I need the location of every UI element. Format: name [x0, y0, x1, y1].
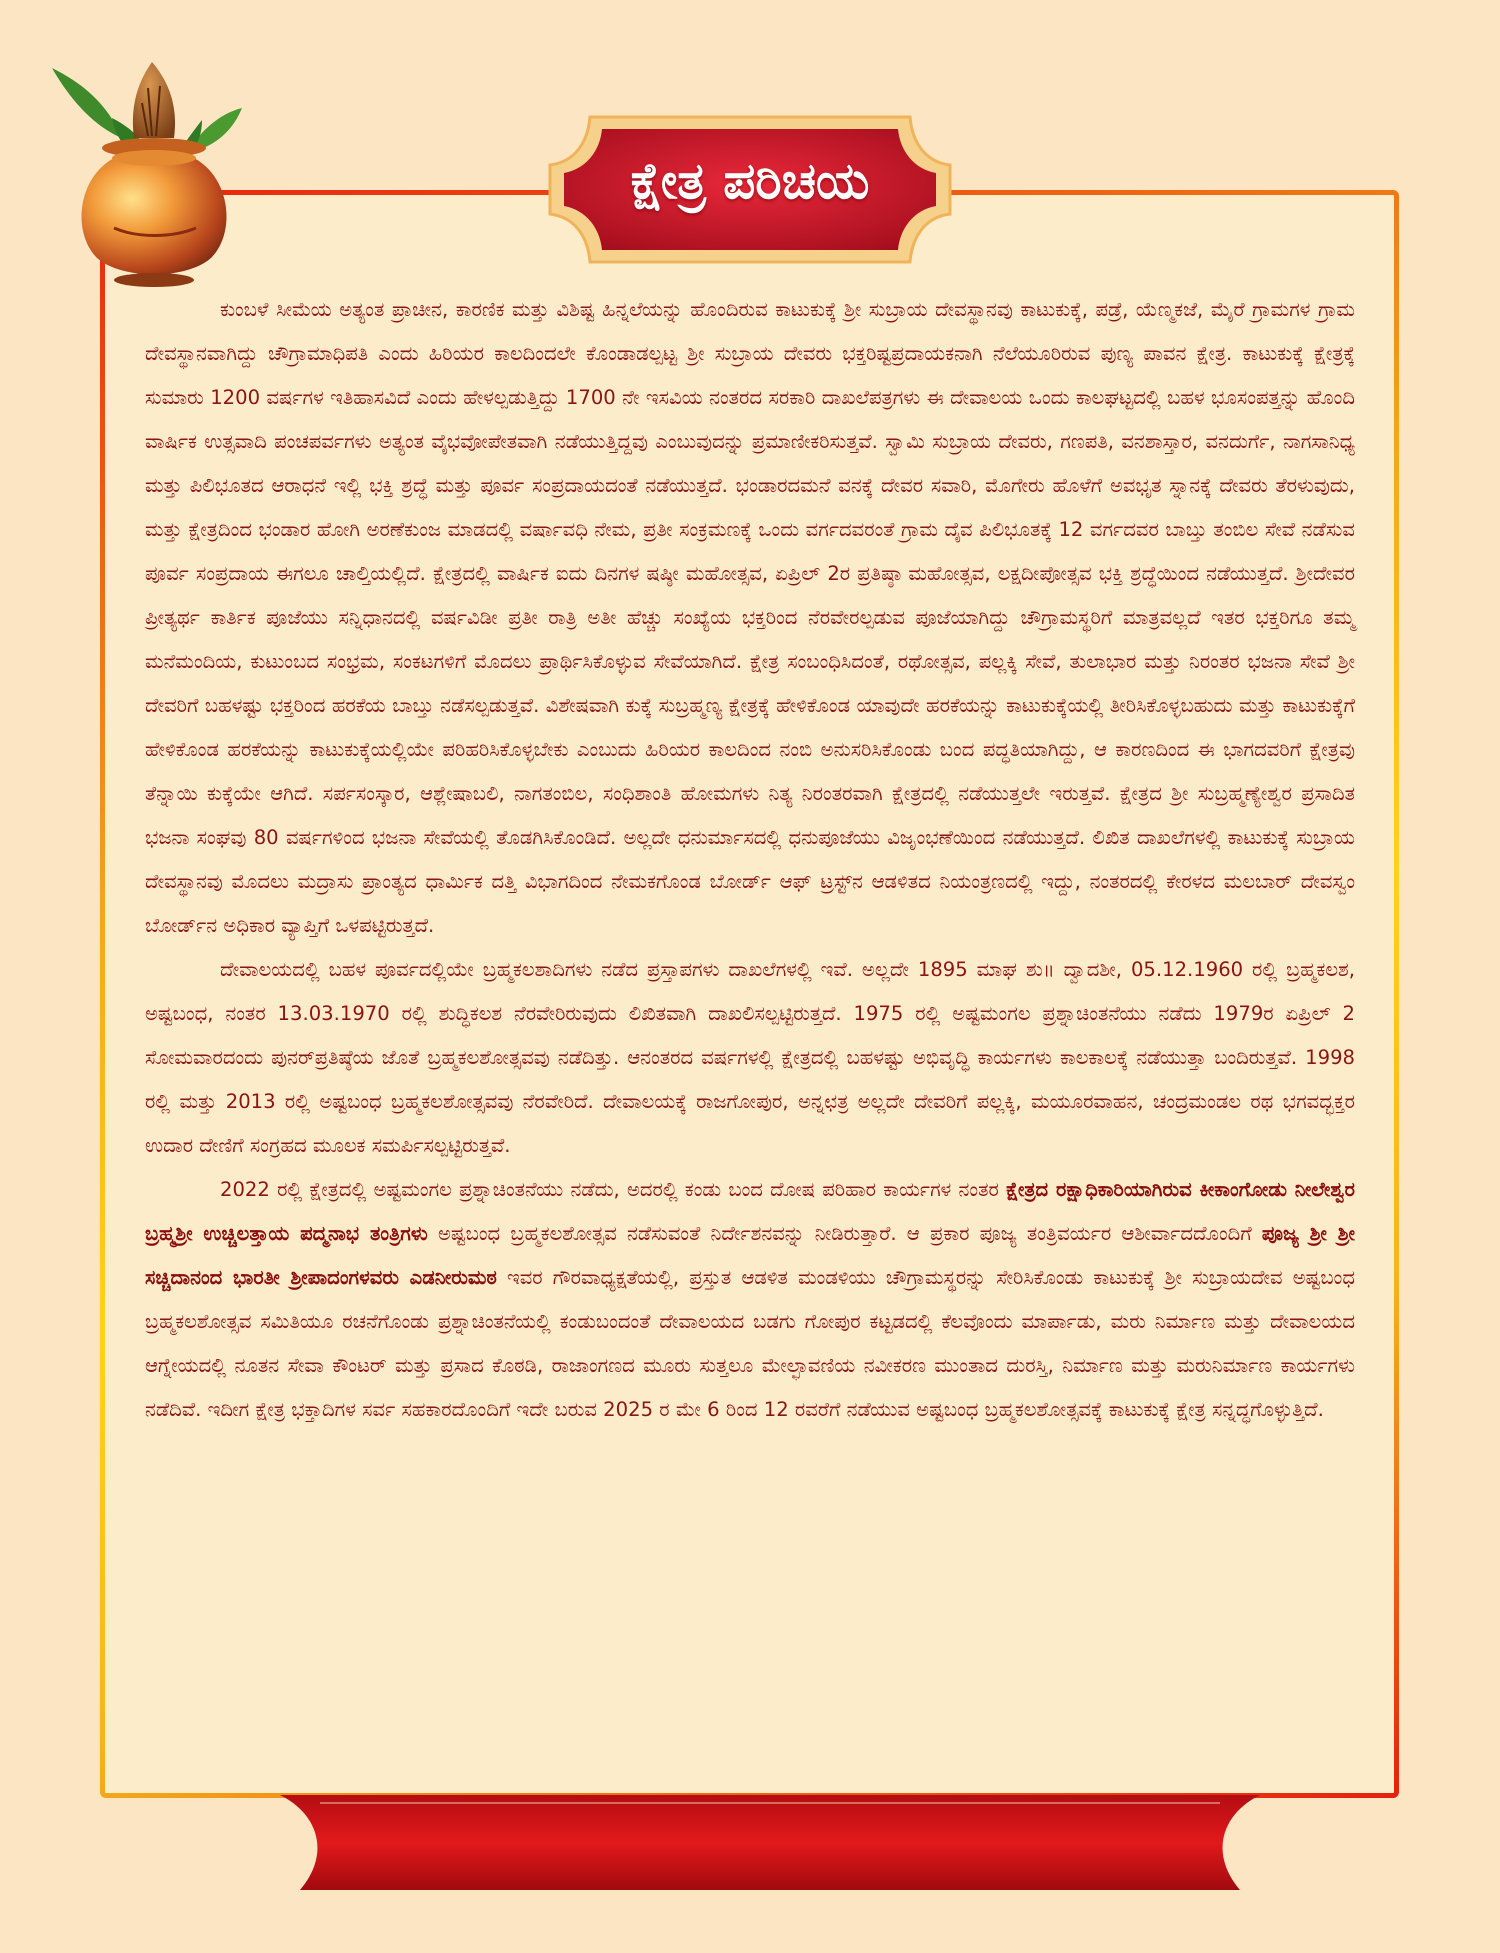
paragraph-history: ಕುಂಬಳೆ ಸೀಮೆಯ ಅತ್ಯಂತ ಪ್ರಾಚೀನ, ಕಾರಣಿಕ ಮತ್ತು ವಿಶಿಷ್ಟ ಹಿನ್ನಲೆಯನ್ನು ಹೊಂದಿರುವ ಕಾಟುಕುಕ್ಕೆ ಶ್ರೀ ಸುಬ್ರಾಯ ದೇವಸ್ಥಾನವು ಕಾಟುಕುಕ್ಕೆ, ಪಡ್ರೆ, ಯೆಣ್ಮಕಜೆ, ಮೈರೆ ಗ್ರಾಮಗಳ ಗ್ರಾಮ ದೇವಸ್ಥಾನವಾಗಿದ್ದು ಚೌಗ್ರಾಮಾಧಿಪತಿ ಎಂದು ಹಿರಿಯರ ಕಾಲದಿಂದಲೇ ಕೊಂಡಾಡಲ್ಪಟ್ಟ ಶ್ರೀ ಸುಬ್ರಾಯ ದೇವರು ಭಕ್ತರಿಷ್ಟಪ್ರದಾಯಕನಾಗಿ ನೆಲೆಯೂರಿರುವ ಪುಣ್ಯ ಪಾವನ ಕ್ಷೇತ್ರ. ಕಾಟುಕುಕ್ಕೆ ಕ್ಷೇತ್ರಕ್ಕೆ ಸುಮಾರು 1200 ವರ್ಷಗಳ ಇತಿಹಾಸವಿದೆ ಎಂದು ಹೇಳಲ್ಪಡುತ್ತಿದ್ದು 1700 ನೇ ಇಸವಿಯ ನಂತರದ ಸರಕಾರಿ ದಾಖಲೆಪತ್ರಗಳು ಈ ದೇವಾಲಯ ಒಂದು ಕಾಲಘಟ್ಟದಲ್ಲಿ ಬಹಳ ಭೂಸಂಪತ್ತನ್ನು ಹೊಂದಿ ವಾರ್ಷಿಕ ಉತ್ಸವಾದಿ ಪಂಚಪರ್ವಗಳು ಅತ್ಯಂತ ವೈಭವೋಪೇತವಾಗಿ ನಡೆಯುತ್ತಿದ್ದವು ಎಂಬುವುದನ್ನು ಪ್ರಮಾಣೀಕರಿಸುತ್ತವೆ. ಸ್ವಾಮಿ ಸುಬ್ರಾಯ ದೇವರು, ಗಣಪತಿ, ವನಶಾಸ್ತಾರ, ವನದುರ್ಗೆ, ನಾಗಸಾನಿಧ್ಯ ಮತ್ತು ಪಿಲಿಭೂತದ ಆರಾಧನೆ ಇಲ್ಲಿ ಭಕ್ತಿ ಶ್ರದ್ಧೆ ಮತ್ತು ಪೂರ್ವ ಸಂಪ್ರದಾಯದಂತೆ ನಡೆಯುತ್ತದೆ. ಭಂಡಾರದಮನೆ ವನಕ್ಕೆ ದೇವರ ಸವಾರಿ, ಮೊಗೇರು ಹೊಳೆಗೆ ಅವಭೃತ ಸ್ನಾನಕ್ಕೆ ದೇವರು ತೆರಳುವುದು, ಮತ್ತು ಕ್ಷೇತ್ರದಿಂದ ಭಂಡಾರ ಹೋಗಿ ಅರಣೆಕುಂಜ ಮಾಡದಲ್ಲಿ ವರ್ಷಾವಧಿ ನೇಮ, ಪ್ರತೀ ಸಂಕ್ರಮಣಕ್ಕೆ ಒಂದು ವರ್ಗದವರಂತೆ ಗ್ರಾಮ ದೈವ ಪಿಲಿಭೂತಕ್ಕೆ 12 ವರ್ಗದವರ ಬಾಬ್ತು ತಂಬಿಲ ಸೇವೆ ನಡೆಸುವ ಪೂರ್ವ ಸಂಪ್ರದಾಯ ಈಗಲೂ ಚಾಲ್ತಿಯಲ್ಲಿದೆ. ಕ್ಷೇತ್ರದಲ್ಲಿ ವಾರ್ಷಿಕ ಐದು ದಿನಗಳ ಷಷ್ಠೀ ಮಹೋತ್ಸವ, ಏಪ್ರಿಲ್ 2ರ ಪ್ರತಿಷ್ಠಾ ಮಹೋತ್ಸವ, ಲಕ್ಷದೀಪೋತ್ಸವ ಭಕ್ತಿ ಶ್ರದ್ಧೆಯಿಂದ ನಡೆಯುತ್ತದೆ. ಶ್ರೀದೇವರ ಪ್ರೀತ್ಯರ್ಥ ಕಾರ್ತಿಕ ಪೂಜೆಯು ಸನ್ನಿಧಾನದಲ್ಲಿ ವರ್ಷವಿಡೀ ಪ್ರತೀ ರಾತ್ರಿ ಅತೀ ಹೆಚ್ಚು ಸಂಖ್ಯೆಯ ಭಕ್ತರಿಂದ ನೆರವೇರಲ್ಪಡುವ ಪೂಜೆಯಾಗಿದ್ದು ಚೌಗ್ರಾಮಸ್ಥರಿಗೆ ಮಾತ್ರವಲ್ಲದೆ ಇತರ ಭಕ್ತರಿಗೂ ತಮ್ಮ ಮನೆಮಂದಿಯ, ಕುಟುಂಬದ ಸಂಭ್ರಮ, ಸಂಕಟಗಳಿಗೆ ಮೊದಲು ಪ್ರಾರ್ಥಿಸಿಕೊಳ್ಳುವ ಸೇವೆಯಾಗಿದೆ. ಕ್ಷೇತ್ರ ಸಂಬಂಧಿಸಿದಂತೆ, ರಥೋತ್ಸವ, ಪಲ್ಲಕ್ಕಿ ಸೇವೆ, ತುಲಾಭಾರ ಮತ್ತು ನಿರಂತರ ಭಜನಾ ಸೇವೆ ಶ್ರೀ ದೇವರಿಗೆ ಬಹಳಷ್ಟು ಭಕ್ತರಿಂದ ಹರಕೆಯ ಬಾಬ್ತು ನಡೆಸಲ್ಪಡುತ್ತವೆ. ವಿಶೇಷವಾಗಿ ಕುಕ್ಕೆ ಸುಬ್ರಹ್ಮಣ್ಯ ಕ್ಷೇತ್ರಕ್ಕೆ ಹೇಳಿಕೊಂಡ ಯಾವುದೇ ಹರಕೆಯನ್ನು ಕಾಟುಕುಕ್ಕೆಯಲ್ಲಿ ತೀರಿಸಿಕೊಳ್ಳಬಹುದು ಮತ್ತು ಕಾಟುಕುಕ್ಕೆಗೆ ಹೇಳಿಕೊಂಡ ಹರಕೆಯನ್ನು ಕಾಟುಕುಕ್ಕೆಯಲ್ಲಿಯೇ ಪರಿಹರಿಸಿಕೊಳ್ಳಬೇಕು ಎಂಬುದು ಹಿರಿಯರ ಕಾಲದಿಂದ ನಂಬಿ ಅನುಸರಿಸಿಕೊಂಡು ಬಂದ ಪದ್ಧತಿಯಾಗಿದ್ದು, ಆ ಕಾರಣದಿಂದ ಈ ಭಾಗದವರಿಗೆ ಕ್ಷೇತ್ರವು ತೆನ್ನಾಯಿ ಕುಕ್ಕೆಯೇ ಆಗಿದೆ. ಸರ್ಪಸಂಸ್ಕಾರ, ಆಶ್ಲೇಷಾಬಲಿ, ನಾಗತಂಬಿಲ, ಸಂಧಿಶಾಂತಿ ಹೋಮಗಳು ನಿತ್ಯ ನಿರಂತರವಾಗಿ ಕ್ಷೇತ್ರದಲ್ಲಿ ನಡೆಯುತ್ತಲೇ ಇರುತ್ತವೆ. ಕ್ಷೇತ್ರದ ಶ್ರೀ ಸುಬ್ರಹ್ಮಣ್ಯೇಶ್ವರ ಪ್ರಸಾದಿತ ಭಜನಾ ಸಂಘವು 80 ವರ್ಷಗಳಿಂದ ಭಜನಾ ಸೇವೆಯಲ್ಲಿ ತೊಡಗಿಸಿಕೊಂಡಿದೆ. ಅಲ್ಲದೇ ಧನುರ್ಮಾಸದಲ್ಲಿ ಧನುಪೂಜೆಯು ವಿಜೃಂಭಣೆಯಿಂದ ನಡೆಯುತ್ತದೆ. ಲಿಖಿತ ದಾಖಲೆಗಳಲ್ಲಿ ಕಾಟುಕುಕ್ಕೆ ಸುಬ್ರಾಯ ದೇವಸ್ಥಾನವು ಮೊದಲು ಮದ್ರಾಸು ಪ್ರಾಂತ್ಯದ ಧಾರ್ಮಿಕ ದತ್ತಿ ವಿಭಾಗದಿಂದ ನೇಮಕಗೊಂಡ ಬೋರ್ಡ್ ಆಫ್ ಟ್ರಸ್ಟ್‌ನ ಆಡಳಿತದ ನಿಯಂತ್ರಣದಲ್ಲಿ ಇದ್ದು, ನಂತರದಲ್ಲಿ ಕೇರಳದ ಮಲಬಾರ್ ದೇವಸ್ವಂ ಬೋರ್ಡ್‌ನ ಅಧಿಕಾರ ವ್ಯಾಪ್ತಿಗೆ ಒಳಪಟ್ಟಿರುತ್ತದೆ. — [145, 298, 1355, 937]
paragraph-current-text: ಇವರ ಗೌರವಾಧ್ಯಕ್ಷತೆಯಲ್ಲಿ, ಪ್ರಸ್ತುತ ಆಡಳಿತ ಮಂಡಳಿಯು ಚೌಗ್ರಾಮಸ್ಥರನ್ನು ಸೇರಿಸಿಕೊಂಡು ಕಾಟುಕುಕ್ಕೆ ಶ್ರೀ ಸುಬ್ರಾಯದೇವ ಅಷ್ಟಬಂಧ ಬ್ರಹ್ಮಕಲಶೋತ್ಸವ ಸಮಿತಿಯೂ ರಚನೆಗೊಂಡು ಪ್ರಶ್ನಾಚಿಂತನೆಯಲ್ಲಿ ಕಂಡುಬಂದಂತೆ ದೇವಾಲಯದ ಬಡಗು ಗೋಪುರ ಕಟ್ಟಡದಲ್ಲಿ ಕೆಲವೊಂದು ಮಾರ್ಪಾಡು, ಮರು ನಿರ್ಮಾಣ ಮತ್ತು ದೇವಾಲಯದ ಆಗ್ನೇಯದಲ್ಲಿ ನೂತನ ಸೇವಾ ಕೌಂಟರ್ ಮತ್ತು ಪ್ರಸಾದ ಕೊಠಡಿ, ರಾಜಾಂಗಣದ ಮೂರು ಸುತ್ತಲೂ ಮೇಲ್ಛಾವಣಿಯ ನವೀಕರಣ ಮುಂತಾದ ದುರಸ್ತಿ, ನಿರ್ಮಾಣ ಮತ್ತು ಮರುನಿರ್ಮಾಣ ಕಾರ್ಯಗಳು ನಡೆದಿವೆ. ಇದೀಗ ಕ್ಷೇತ್ರ ಭಕ್ತಾದಿಗಳ ಸರ್ವ ಸಹಕಾರದೊಂದಿಗೆ ಇದೇ ಬರುವ 2025 ರ ಮೇ 6 ರಿಂದ 12 ರವರೆಗೆ ನಡೆಯುವ ಅಷ್ಟಬಂಧ ಬ್ರಹ್ಮಕಲಶೋತ್ಸವಕ್ಕೆ ಕಾಟುಕುಕ್ಕೆ ಕ್ಷೇತ್ರ ಸನ್ನದ್ಧಗೊಳ್ಳುತ್ತಿದೆ. — [145, 1266, 1355, 1421]
page-title: ಕ್ಷೇತ್ರ ಪರಿಚಯ — [630, 152, 870, 210]
swamiji-name: ಪೂಜ್ಯ ಶ್ರೀ ಶ್ರೀ ಸಚ್ಚಿದಾನಂದ ಭಾರತೀ ಶ್ರೀಪಾದಂಗಳವರು ಎಡನೀರುಮಠ — [145, 1222, 1355, 1289]
tantri-name: ಕ್ಷೇತ್ರದ ರಕ್ಷಾಧಿಕಾರಿಯಾಗಿರುವ ಕೀಕಾಂಗೋಡು ನೀಲೇಶ್ವರ ಬ್ರಹ್ಮಶ್ರೀ ಉಚ್ಚಿಲತ್ತಾಯ ಪದ್ಮನಾಭ ತಂತ್ರಿಗಳು — [145, 1178, 1356, 1245]
paragraph-current — [145, 1168, 1355, 1432]
bottom-ribbon — [280, 1795, 1260, 1895]
article-body — [145, 288, 1355, 1432]
paragraph-current-text: 2022 ರಲ್ಲಿ ಕ್ಷೇತ್ರದಲ್ಲಿ ಅಷ್ಟಮಂಗಲ ಪ್ರಶ್ನಾಚಿಂತನೆಯು ನಡೆದು, ಅದರಲ್ಲಿ ಕಂಡು ಬಂದ ದೋಷ ಪರಿಹಾರ ಕಾರ್ಯಗಳ ನಂತರ — [220, 1178, 1007, 1201]
paragraph-current-text: ಅಷ್ಟಬಂಧ ಬ್ರಹ್ಮಕಲಶೋತ್ಸವ ನಡೆಸುವಂತೆ ನಿರ್ದೇಶನವನ್ನು ನೀಡಿರುತ್ತಾರೆ. ಆ ಪ್ರಕಾರ ಪೂಜ್ಯ ತಂತ್ರಿವರ್ಯರ ಆಶೀರ್ವಾದದೊಂದಿಗೆ — [427, 1222, 1262, 1245]
kalasha-icon — [52, 58, 252, 293]
paragraph-kalasha-history: ದೇವಾಲಯದಲ್ಲಿ ಬಹಳ ಪೂರ್ವದಲ್ಲಿಯೇ ಬ್ರಹ್ಮಕಲಶಾದಿಗಳು ನಡೆದ ಪ್ರಸ್ತಾಪಗಳು ದಾಖಲೆಗಳಲ್ಲಿ ಇವೆ. ಅಲ್ಲದೇ 1895 ಮಾಘ ಶು॥ ದ್ವಾದಶೀ, 05.12.1960 ರಲ್ಲಿ ಬ್ರಹ್ಮಕಲಶ, ಅಷ್ಟಬಂಧ, ನಂತರ 13.03.1970 ರಲ್ಲಿ ಶುದ್ಧಿಕಲಶ ನೆರವೇರಿರುವುದು ಲಿಖಿತವಾಗಿ ದಾಖಲಿಸಲ್ಪಟ್ಟಿರುತ್ತದೆ. 1975 ರಲ್ಲಿ ಅಷ್ಟಮಂಗಲ ಪ್ರಶ್ನಾಚಿಂತನೆಯು ನಡೆದು 1979ರ ಏಪ್ರಿಲ್ 2 ಸೋಮವಾರದಂದು ಪುನರ್‌ಪ್ರತಿಷ್ಠೆಯ ಜೊತೆ ಬ್ರಹ್ಮಕಲಶೋತ್ಸವವು ನಡೆದಿತ್ತು. ಆನಂತರದ ವರ್ಷಗಳಲ್ಲಿ ಕ್ಷೇತ್ರದಲ್ಲಿ ಬಹಳಷ್ಟು ಅಭಿವೃದ್ಧಿ ಕಾರ್ಯಗಳು ಕಾಲಕಾಲಕ್ಕೆ ನಡೆಯುತ್ತಾ ಬಂದಿರುತ್ತವೆ. 1998 ರಲ್ಲಿ ಮತ್ತು 2013 ರಲ್ಲಿ ಅಷ್ಟಬಂಧ ಬ್ರಹ್ಮಕಲಶೋತ್ಸವವು ನೆರವೇರಿದೆ. ದೇವಾಲಯಕ್ಕೆ ರಾಜಗೋಪುರ, ಅನ್ನಛತ್ರ ಅಲ್ಲದೇ ದೇವರಿಗೆ ಪಲ್ಲಕ್ಕಿ, ಮಯೂರವಾಹನ, ಚಂದ್ರಮಂಡಲ ರಥ ಭಗವದ್ಭಕ್ತರ ಉದಾರ ದೇಣಿಗೆ ಸಂಗ್ರಹದ ಮೂಲಕ ಸಮರ್ಪಿಸಲ್ಪಟ್ಟಿರುತ್ತವೆ. — [145, 958, 1355, 1157]
